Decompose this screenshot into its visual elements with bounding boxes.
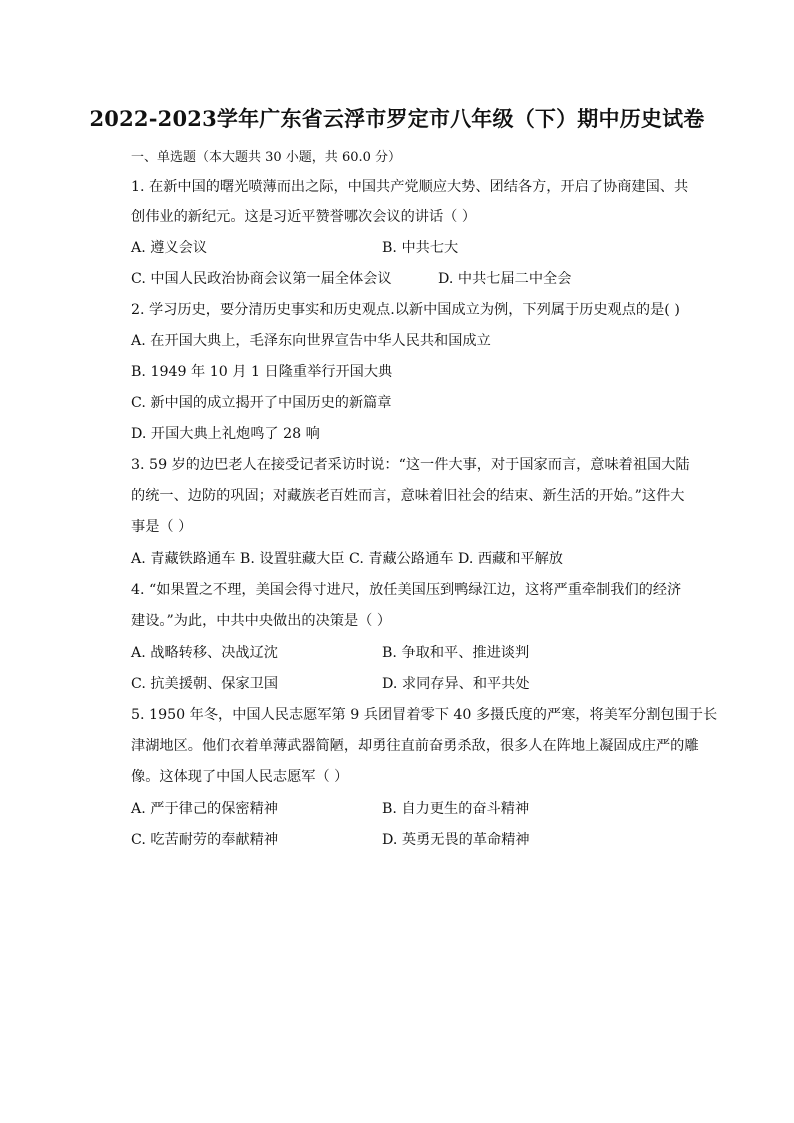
- question-5-option-b: B. 自力更生的奋斗精神: [382, 801, 530, 817]
- question-5-option-a: A. 严于律己的保密精神: [131, 801, 278, 817]
- question-2-option-a: A. 在开国大典上，毛泽东向世界宣告中华人民共和国成立: [131, 333, 491, 349]
- question-3-line-3: 事是（ ）: [131, 519, 193, 535]
- question-4-option-d: D. 求同存异、和平共处: [382, 676, 530, 692]
- question-5-option-d: D. 英勇无畏的革命精神: [382, 832, 530, 848]
- question-2-line-1: 2. 学习历史，要分清历史事实和历史观点.以新中国成立为例，下列属于历史观点的是( ): [131, 302, 680, 318]
- question-4-line-2: 建设。”为此，中共中央做出的决策是（ ）: [131, 613, 392, 629]
- question-4-line-1: 4. “如果置之不理，美国会得寸进尺，放任美国压到鸭绿江边，这将严重牵制我们的经济: [131, 582, 682, 598]
- question-1-option-d: D. 中共七届二中全会: [438, 271, 572, 287]
- question-4-option-b: B. 争取和平、推进谈判: [382, 645, 530, 661]
- question-3-line-1: 3. 59 岁的边巴老人在接受记者采访时说：“这一件大事，对于国家而言，意味着祖国大陆: [131, 457, 690, 473]
- question-3-options: A. 青藏铁路通车 B. 设置驻藏大臣 C. 青藏公路通车 D. 西藏和平解放: [131, 551, 563, 567]
- question-2-option-d: D. 开国大典上礼炮鸣了 28 响: [131, 426, 320, 442]
- question-1-line-1: 1. 在新中国的曙光喷薄而出之际，中国共产党顺应大势、团结各方，开启了协商建国、共: [131, 179, 689, 195]
- question-4-option-c: C. 抗美援朝、保家卫国: [131, 676, 279, 692]
- question-1-option-a: A. 遵义会议: [131, 240, 208, 256]
- page-title: 2022-2023学年广东省云浮市罗定市八年级（下）期中历史试卷: [89, 106, 705, 131]
- question-5-option-c: C. 吃苦耐劳的奉献精神: [131, 832, 279, 848]
- question-1-option-b: B. 中共七大: [382, 240, 459, 256]
- question-5-line-2: 津湖地区。他们衣着单薄武器简陋，却勇往直前奋勇杀敌，很多人在阵地上凝固成庄严的雕: [131, 738, 699, 754]
- question-3-line-2: 的统一、边防的巩固；对藏族老百姓而言，意味着旧社会的结束、新生活的开始。”这件大: [131, 488, 685, 504]
- question-1-line-2: 创伟业的新纪元。这是习近平赞誉哪次会议的讲话（ ）: [131, 209, 477, 225]
- question-5-line-3: 像。这体现了中国人民志愿军（ ）: [131, 769, 349, 785]
- question-2-option-b: B. 1949 年 10 月 1 日隆重举行开国大典: [131, 364, 393, 380]
- question-5-line-1: 5. 1950 年冬，中国人民志愿军第 9 兵团冒着零下 40 多摄氏度的严寒，将美军分割包围于长: [131, 707, 718, 723]
- question-4-option-a: A. 战略转移、决战辽沈: [131, 645, 278, 661]
- question-2-option-c: C. 新中国的成立揭开了中国历史的新篇章: [131, 395, 392, 411]
- section-heading: 一、单选题（本大题共 30 小题，共 60.0 分）: [131, 150, 402, 165]
- question-1-option-c: C. 中国人民政治协商会议第一届全体会议: [131, 271, 392, 287]
